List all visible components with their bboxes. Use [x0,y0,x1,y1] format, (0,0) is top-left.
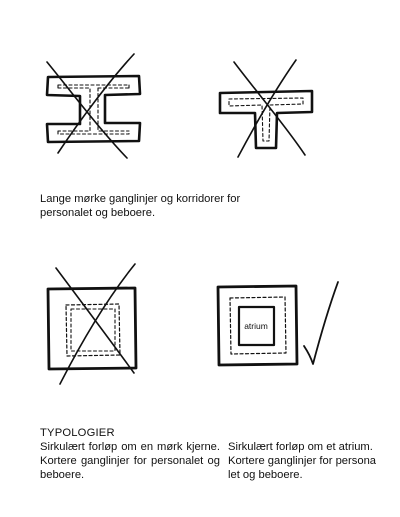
h-plan-sketch [47,76,140,142]
corridor-caption: Lange mørke ganglinjer og korridorer for personalet og beboere. [40,193,241,219]
atrium-label: atrium [244,321,268,331]
cross-mark-icon [56,264,135,384]
section-heading: TYPOLOGIER [40,427,115,439]
check-mark-icon [304,282,338,364]
t-plan-sketch [220,91,312,148]
dark-core-description: Sirkulært forløp om en mørk kjerne. Kortere ganglinjer for personalet og beboere. [40,441,220,481]
atrium-description: Sirkulært forløp om et atrium. Kortere ganglinjer for persona let og beboere. [228,441,377,481]
cross-mark-icon [234,60,305,157]
